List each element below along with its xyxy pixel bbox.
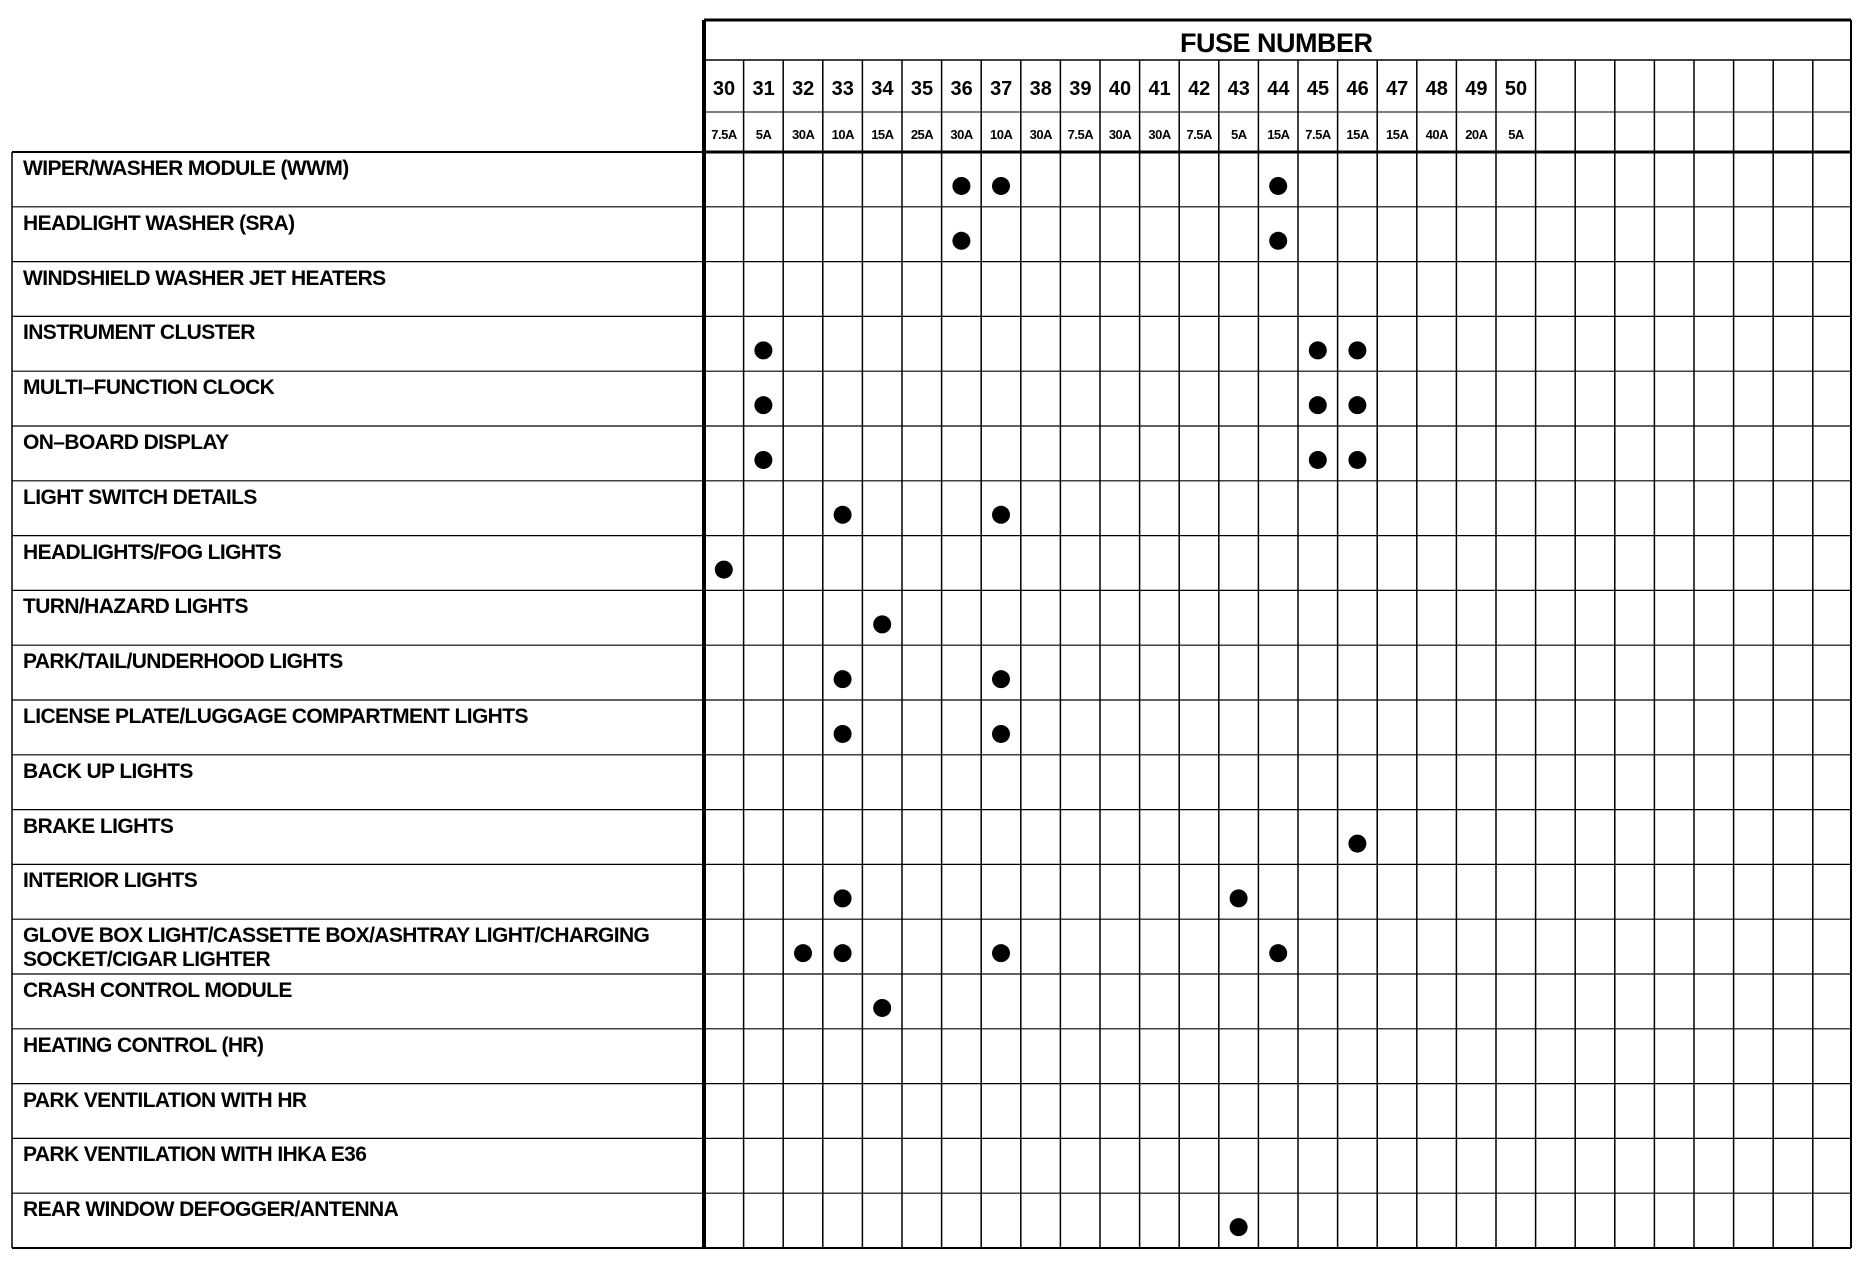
- fuse-amps-49: 20A: [1465, 127, 1488, 142]
- component-label: REAR WINDOW DEFOGGER/ANTENNA: [23, 1198, 399, 1222]
- fuse-dot-44: [1269, 232, 1287, 250]
- fuse-dot-45: [1309, 396, 1327, 414]
- component-label: HEADLIGHTS/FOG LIGHTS: [23, 540, 282, 564]
- component-label: HEADLIGHT WASHER (SRA): [23, 211, 295, 235]
- fuse-amps-35: 25A: [910, 127, 934, 142]
- component-label: BACK UP LIGHTS: [23, 759, 193, 783]
- fuse-amps-30: 7.5A: [711, 127, 737, 142]
- component-label: GLOVE BOX LIGHT/CASSETTE BOX/ASHTRAY LIGHT/CHARGING SOCKET/CIGAR LIGHTER: [23, 924, 650, 972]
- fuse-amps-33: 10A: [831, 127, 854, 142]
- fuse-dot-33: [834, 725, 852, 743]
- fuse-dot-30: [715, 561, 733, 579]
- fuse-number-40: 40: [1108, 78, 1132, 100]
- fuse-amps-36: 30A: [950, 127, 973, 142]
- fuse-number-35: 35: [910, 78, 934, 100]
- fuse-amps-38: 30A: [1029, 127, 1052, 142]
- fuse-amps-34: 15A: [871, 127, 894, 142]
- fuse-amps-48: 40A: [1425, 127, 1448, 142]
- fuse-number-42: 42: [1188, 78, 1211, 100]
- fuse-number-41: 41: [1148, 78, 1171, 100]
- fuse-dot-46: [1348, 341, 1366, 359]
- fuse-dot-33: [834, 670, 852, 688]
- fuse-amps-31: 5A: [755, 127, 772, 142]
- fuse-dot-44: [1269, 177, 1287, 195]
- fuse-number-45: 45: [1306, 78, 1330, 100]
- fuse-number-48: 48: [1425, 78, 1448, 100]
- component-label: CRASH CONTROL MODULE: [23, 979, 292, 1002]
- component-label: LICENSE PLATE/LUGGAGE COMPARTMENT LIGHTS: [23, 705, 528, 728]
- component-label: BRAKE LIGHTS: [23, 814, 174, 838]
- component-label: HEATING CONTROL (HR): [23, 1033, 264, 1057]
- fuse-dot-45: [1309, 451, 1327, 469]
- fuse-dot-36: [952, 232, 970, 250]
- component-label: PARK VENTILATION WITH IHKA E36: [23, 1143, 367, 1167]
- fuse-amps-32: 30A: [792, 127, 815, 142]
- fuse-amps-43: 5A: [1230, 127, 1247, 142]
- fuse-number-32: 32: [792, 78, 815, 100]
- component-label: INSTRUMENT CLUSTER: [23, 321, 255, 345]
- component-label: WINDSHIELD WASHER JET HEATERS: [23, 266, 386, 290]
- fuse-dot-31: [754, 396, 772, 414]
- fuse-dot-33: [834, 889, 852, 907]
- fuse-dot-37: [992, 177, 1010, 195]
- fuse-dot-34: [873, 999, 891, 1017]
- fuse-dot-37: [992, 725, 1010, 743]
- fuse-dot-37: [992, 670, 1010, 688]
- fuse-number-36: 36: [950, 78, 973, 100]
- fuse-dot-34: [873, 615, 891, 633]
- component-label: INTERIOR LIGHTS: [23, 869, 198, 893]
- fuse-number-31: 31: [752, 78, 775, 100]
- fuse-dot-43: [1230, 889, 1248, 907]
- fuse-dot-32: [794, 944, 812, 962]
- fuse-dot-46: [1348, 835, 1366, 853]
- component-label: TURN/HAZARD LIGHTS: [23, 595, 248, 619]
- component-label: ON–BOARD DISPLAY: [23, 431, 229, 454]
- fuse-number-44: 44: [1267, 78, 1290, 100]
- fuse-number-46: 46: [1346, 78, 1369, 100]
- component-label: WIPER/WASHER MODULE (WWM): [23, 157, 349, 180]
- fuse-number-34: 34: [871, 78, 894, 100]
- fuse-dot-45: [1309, 341, 1327, 359]
- fuse-dot-46: [1348, 451, 1366, 469]
- fuse-number-30: 30: [712, 78, 736, 100]
- fuse-number-37: 37: [990, 78, 1013, 100]
- fuse-dot-44: [1269, 944, 1287, 962]
- fuse-amps-39: 7.5A: [1067, 127, 1094, 142]
- fuse-number-title: FUSE NUMBER: [1180, 28, 1373, 58]
- fuse-dot-33: [834, 506, 852, 524]
- fuse-amps-47: 15A: [1386, 127, 1409, 142]
- fuse-number-43: 43: [1227, 78, 1250, 100]
- fuse-dot-37: [992, 506, 1010, 524]
- fuse-dot-46: [1348, 396, 1366, 414]
- fuse-dot-36: [952, 177, 970, 195]
- fuse-number-47: 47: [1386, 78, 1409, 100]
- fuse-amps-37: 10A: [990, 127, 1013, 142]
- fuse-dot-31: [754, 451, 772, 469]
- fuse-dot-33: [834, 944, 852, 962]
- fuse-number-49: 49: [1465, 78, 1488, 100]
- fuse-amps-42: 7.5A: [1186, 127, 1212, 142]
- fuse-amps-40: 30A: [1108, 127, 1132, 142]
- fuse-number-39: 39: [1069, 78, 1092, 100]
- fuse-amps-41: 30A: [1148, 127, 1171, 142]
- fuse-number-38: 38: [1029, 78, 1052, 100]
- component-label: PARK/TAIL/UNDERHOOD LIGHTS: [23, 650, 343, 674]
- fuse-amps-50: 5A: [1508, 127, 1524, 142]
- fuse-dot-37: [992, 944, 1010, 962]
- component-label: PARK VENTILATION WITH HR: [23, 1088, 307, 1112]
- fuse-dot-43: [1230, 1218, 1248, 1236]
- fuse-amps-44: 15A: [1267, 127, 1290, 142]
- fuse-amps-45: 7.5A: [1305, 127, 1331, 142]
- fuse-number-50: 50: [1504, 78, 1528, 100]
- fuse-dot-31: [754, 341, 772, 359]
- component-label: LIGHT SWITCH DETAILS: [23, 485, 257, 509]
- fuse-amps-46: 15A: [1346, 127, 1369, 142]
- fuse-number-33: 33: [831, 78, 854, 100]
- component-label: MULTI–FUNCTION CLOCK: [23, 376, 275, 400]
